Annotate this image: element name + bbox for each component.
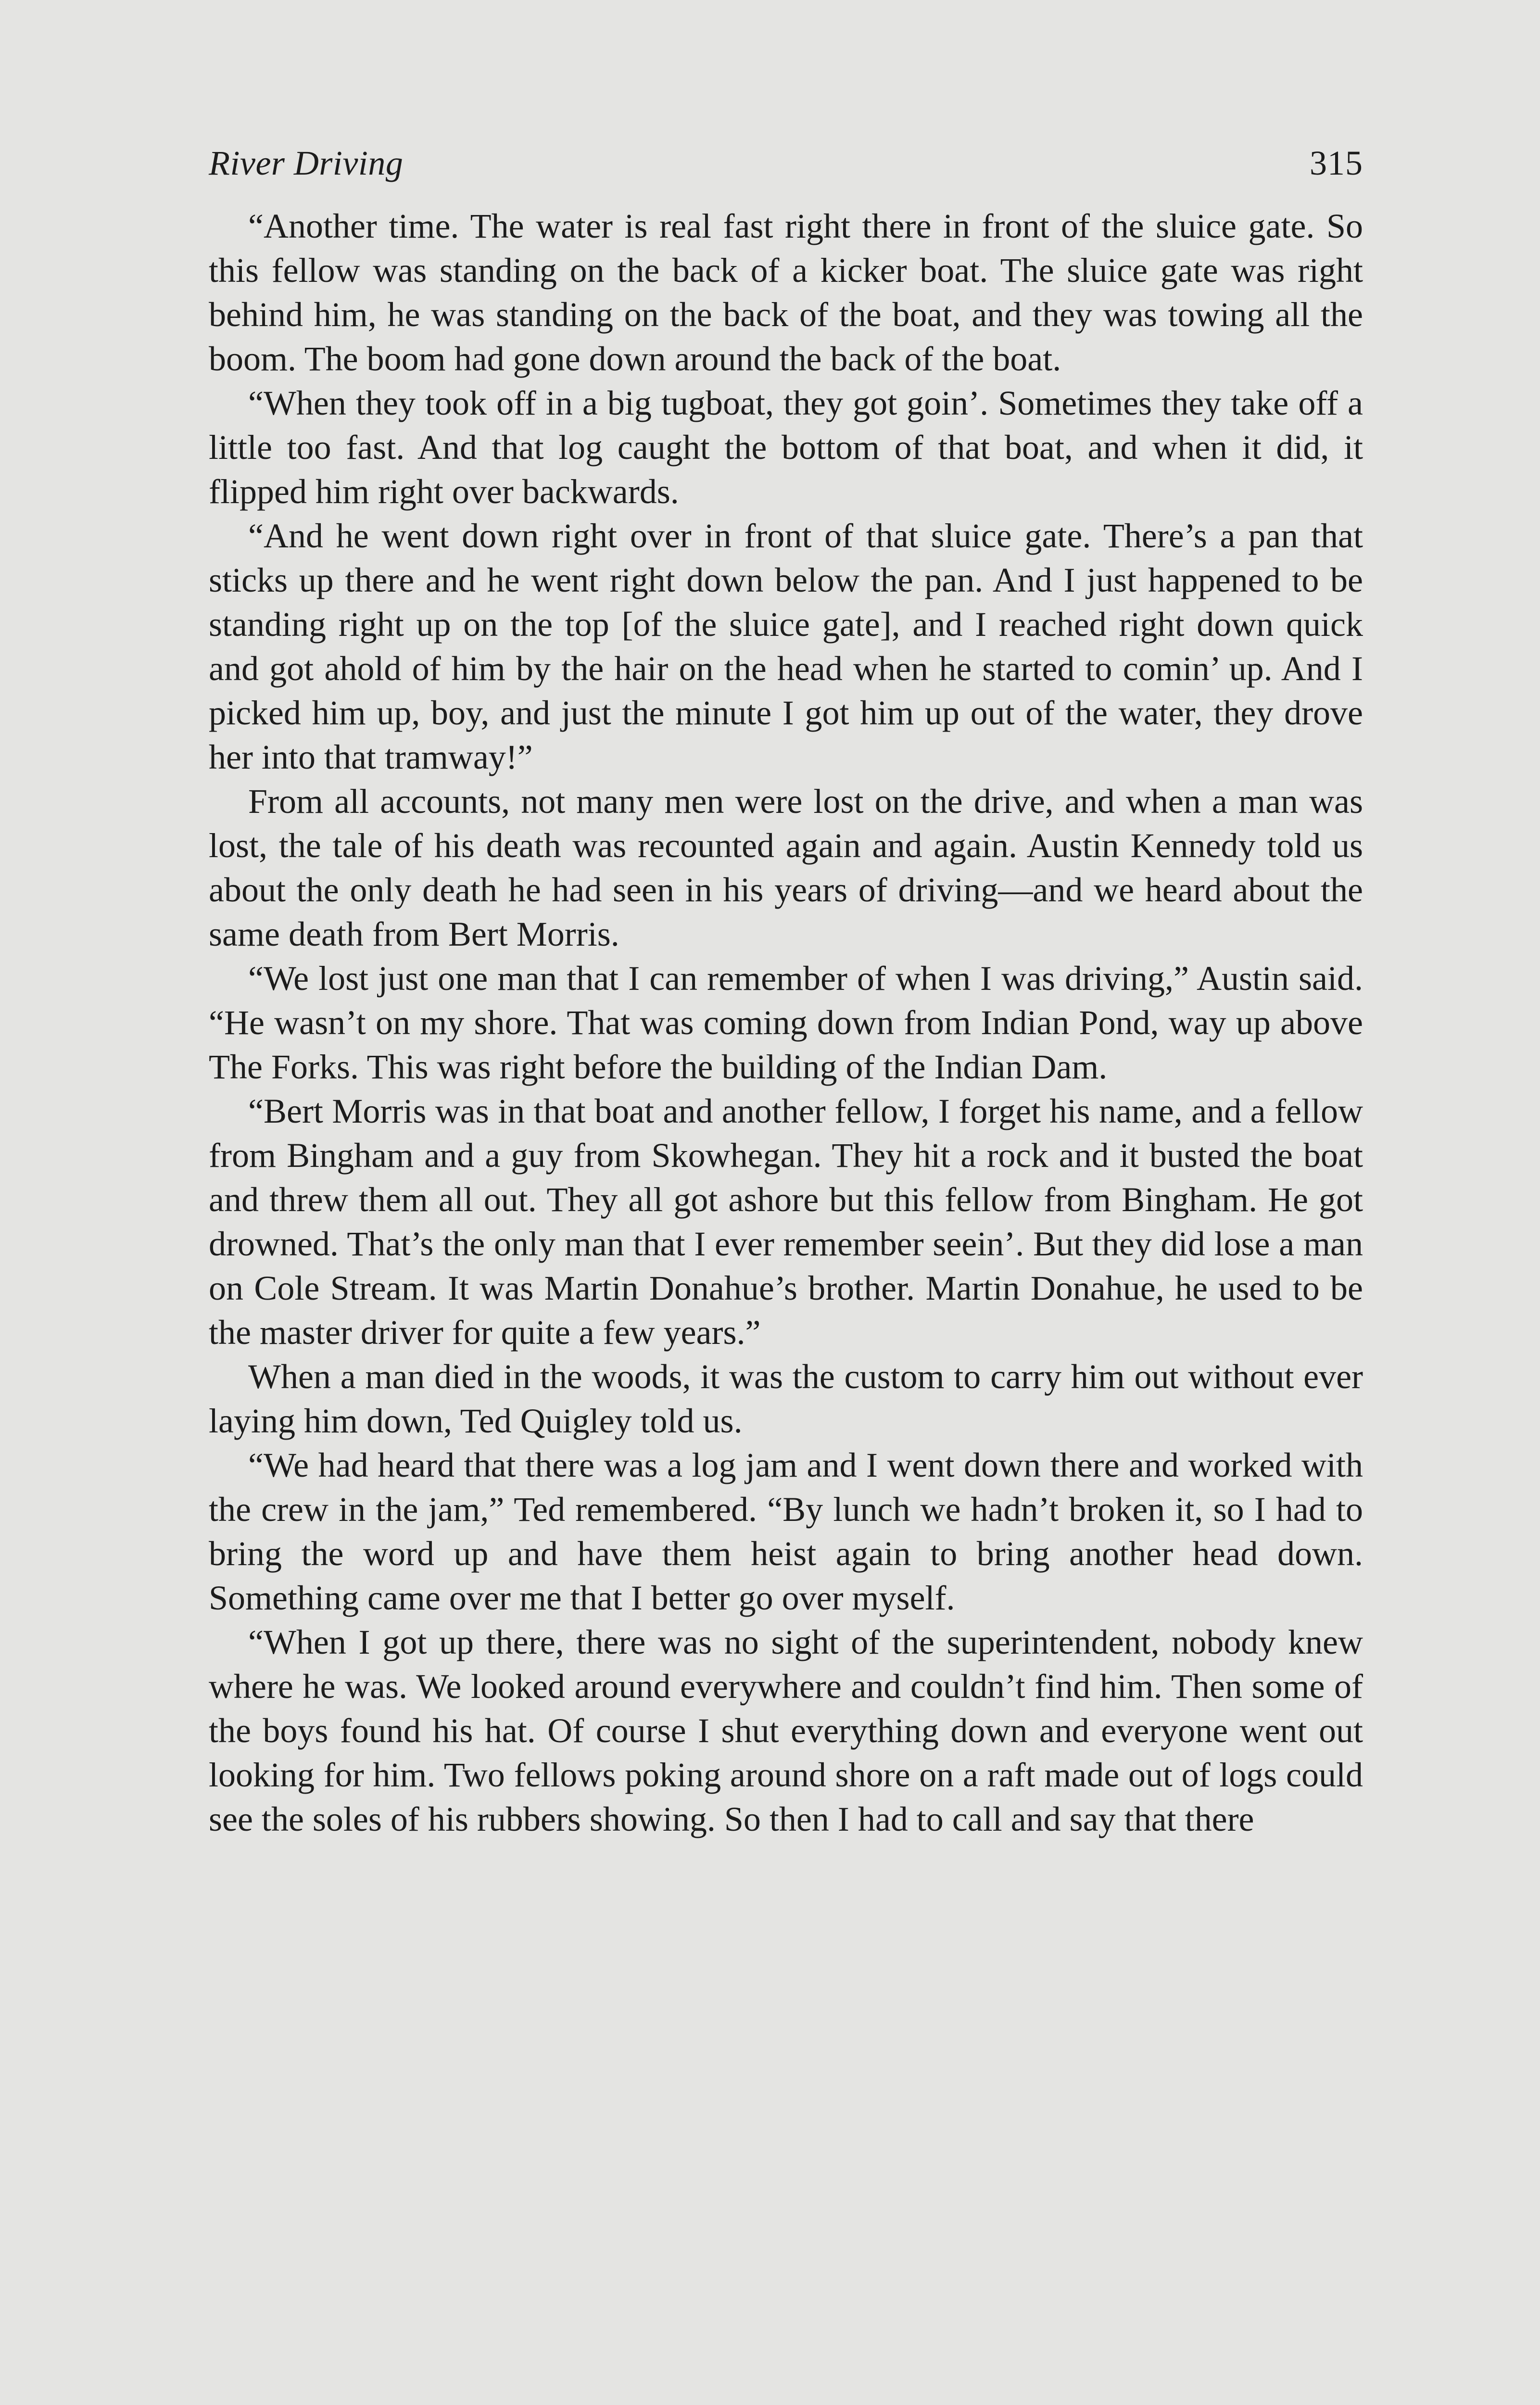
paragraph: “We lost just one man that I can remember of when I was driving,” Austin said. “He wasn’t on my shore. That was coming down from Indian Pond, way up above The Forks. This was right before the building of the Indian Dam. xyxy=(209,959,1363,1086)
paragraph: “Another time. The water is real fast right there in front of the sluice gate. So this fellow was standing on the back of a kicker boat. The sluice gate was right behind him, he was standing on the back of the boat, and they was towing all the boom. The boom had gone down around the back of the boat. xyxy=(209,207,1363,378)
running-title: River Driving xyxy=(209,144,404,182)
paragraph: “We had heard that there was a log jam and I went down there and worked with the crew in the jam,” Ted remembered. “By lunch we hadn’t broken it, so I had to bring the word up and have them heist again to bring another head down. Something came over me that I better go over myself. xyxy=(209,1446,1363,1617)
paragraph: “And he went down right over in front of that sluice gate. There’s a pan that sticks up there and he went right down below the pan. And I just happened to be standing right up on the top [of the sluice gate], and I reached right down quick and got ahold of him by the hair on the head when he started to comin’ up. And I picked him up, boy, and just the minute I got him up out of the water, they drove her into that tramway!” xyxy=(209,517,1363,776)
body-text xyxy=(209,204,1363,1841)
page-number: 315 xyxy=(1310,144,1363,182)
paragraph: From all accounts, not many men were lost on the drive, and when a man was lost, the tale of his death was recounted again and again. Austin Kennedy told us about the only death he had seen in his years of driving—and we heard about the same death from Bert Morris. xyxy=(209,782,1363,953)
paragraph: “When they took off in a big tugboat, they got goin’. Sometimes they take off a little too fast. And that log caught the bottom of that boat, and when it did, it flipped him right over backwards. xyxy=(209,384,1363,511)
paragraph: “When I got up there, there was no sight of the superintendent, nobody knew where he was. We looked around everywhere and couldn’t find him. Then some of the boys found his hat. Of course I shut everything down and everyone went out looking for him. Two fellows poking around shore on a raft made out of logs could see the soles of his rubbers showing. So then I had to call and say that there xyxy=(209,1623,1363,1838)
paragraph: “Bert Morris was in that boat and another fellow, I forget his name, and a fellow from Bingham and a guy from Skowhegan. They hit a rock and it busted the boat and threw them all out. They all got ashore but this fellow from Bingham. He got drowned. That’s the only man that I ever remember seein’. But they did lose a man on Cole Stream. It was Martin Donahue’s brother. Martin Donahue, he used to be the master driver for quite a few years.” xyxy=(209,1092,1363,1352)
paragraph: When a man died in the woods, it was the custom to carry him out without ever laying him down, Ted Quigley told us. xyxy=(209,1357,1363,1440)
page-header xyxy=(209,137,1363,190)
